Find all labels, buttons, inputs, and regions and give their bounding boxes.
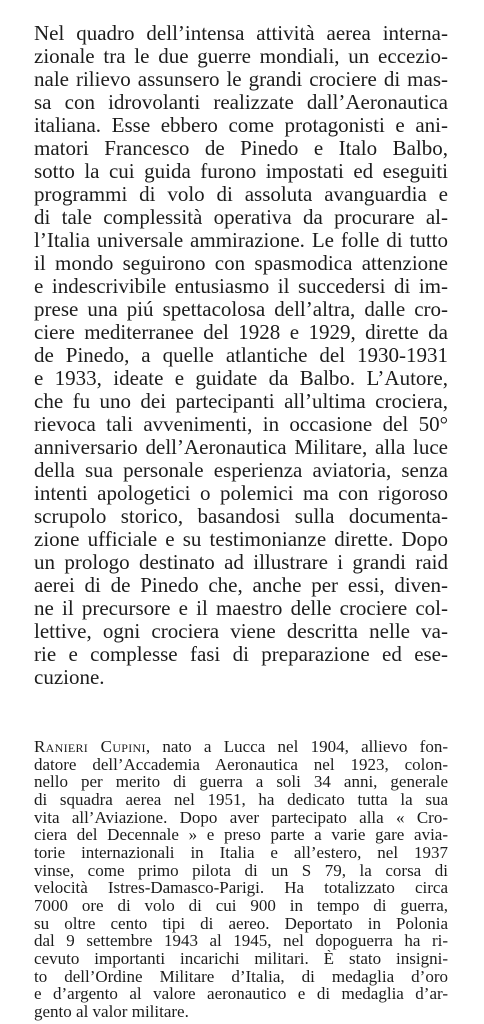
text-line: e d’argento al valore aeronautico e di medaglia d’ar- <box>34 985 448 1003</box>
text-line: di tale complessità operativa da procurare al- <box>34 206 448 229</box>
author-name: Ranieri Cupini <box>34 738 146 756</box>
text-line <box>34 738 448 756</box>
text-line: che fu uno dei partecipanti all’ultima crociera, <box>34 390 448 413</box>
text-line: zione ufficiale e su testimonianze dirette. Dopo <box>34 528 448 551</box>
author-bio-first-line: , nato a Lucca nel 1904, allievo fon- <box>145 738 448 756</box>
text-line: zionale tra le due guerre mondiali, un eccezio- <box>34 45 448 68</box>
text-line: cuzione. <box>34 666 105 689</box>
text-line: Nel quadro dell’intensa attività aerea interna- <box>34 22 448 45</box>
text-line: to dell’Ordine Militare d’Italia, di medaglia d’oro <box>34 968 448 986</box>
text-line: lettive, ogni crociera viene descritta nelle va- <box>34 620 448 643</box>
text-line: velocità Istres-Damasco-Parigi. Ha totalizzato circa <box>34 879 448 897</box>
text-line: datore dell’Accademia Aeronautica nel 1923, colon- <box>34 756 448 774</box>
text-line: prese una piú spettacolosa dell’altra, dalle cro- <box>34 298 448 321</box>
text-line: vita all’Aviazione. Dopo aver partecipato alla « Cro- <box>34 809 448 827</box>
text-line: rie e complesse fasi di preparazione ed ese- <box>34 643 448 666</box>
text-line: dal 9 settembre 1943 al 1945, nel dopoguerra ha ri- <box>34 932 448 950</box>
text-line: intenti apologetici o polemici ma con rigoroso <box>34 482 448 505</box>
text-line: sotto la cui guida furono impostati ed eseguiti <box>34 160 448 183</box>
text-line: scrupolo storico, basandosi sulla documenta- <box>34 505 448 528</box>
text-line: il mondo seguirono con spasmodica attenzione <box>34 252 448 275</box>
text-line: rievoca tali avvenimenti, in occasione del 50° <box>34 413 448 436</box>
text-line: italiana. Esse ebbero come protagonisti e ani- <box>34 114 448 137</box>
text-line: di squadra aerea nel 1951, ha dedicato tutta la sua <box>34 791 448 809</box>
text-line: 7000 ore di volo di cui 900 in tempo di guerra, <box>34 897 448 915</box>
text-line: nello per merito di guerra a soli 34 anni, generale <box>34 773 448 791</box>
text-line: torie internazionali in Italia e all’estero, nel 1937 <box>34 844 448 862</box>
text-line: vinse, come primo pilota di un S 79, la corsa di <box>34 862 448 880</box>
text-line: de Pinedo, a quelle atlantiche del 1930-1931 <box>34 344 448 367</box>
text-line: su oltre cento tipi di aereo. Deportato in Polonia <box>34 915 448 933</box>
text-line: ciera del Decennale » e preso parte a varie gare avia- <box>34 826 448 844</box>
text-line: sa con idrovolanti realizzate dall’Aeronautica <box>34 91 448 114</box>
text-line: e 1933, ideate e guidate da Balbo. L’Autore, <box>34 367 448 390</box>
text-line: nale rilievo assunsero le grandi crociere di mas- <box>34 68 448 91</box>
text-line: della sua personale esperienza aviatoria, senza <box>34 459 448 482</box>
text-line: gento al valor militare. <box>34 1003 189 1021</box>
text-line: matori Francesco de Pinedo e Italo Balbo, <box>34 137 448 160</box>
text-line: ne il precursore e il maestro delle crociere col- <box>34 597 448 620</box>
text-line: programmi di volo di assoluta avanguardia e <box>34 183 448 206</box>
text-line: l’Italia universale ammirazione. Le folle di tutto <box>34 229 448 252</box>
text-line: anniversario dell’Aeronautica Militare, alla luce <box>34 436 448 459</box>
text-line: e indescrivibile entusiasmo il succedersi di im- <box>34 275 448 298</box>
text-line: aerei di de Pinedo che, anche per essi, diven- <box>34 574 448 597</box>
text-line: ciere mediterranee del 1928 e 1929, dirette da <box>34 321 448 344</box>
text-line: cevuto importanti incarichi militari. È stato insigni- <box>34 950 448 968</box>
text-line: un prologo destinato ad illustrare i grandi raid <box>34 551 448 574</box>
